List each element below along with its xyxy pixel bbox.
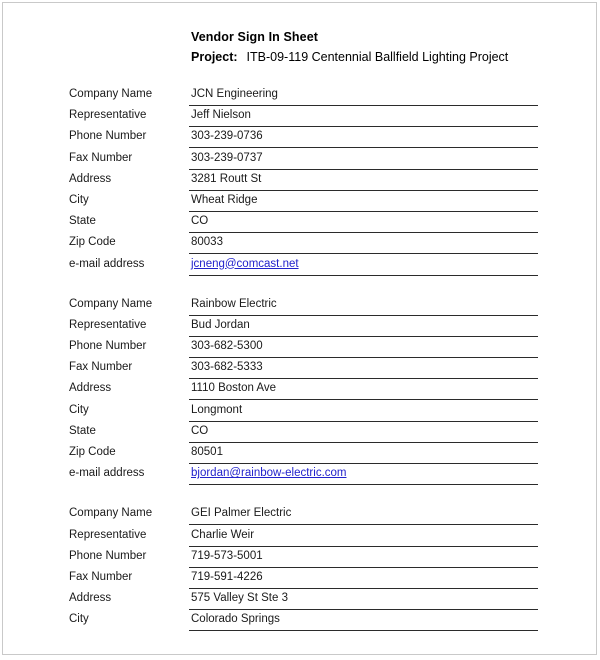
field-input-email-address[interactable] [189, 466, 538, 485]
field-label: Fax Number [69, 570, 133, 583]
field-value: Rainbow Electric [191, 297, 277, 310]
document-page [2, 2, 597, 655]
vendor-blocks [3, 87, 597, 634]
project-line [191, 49, 591, 65]
field-value: Charlie Weir [191, 528, 255, 541]
field-label: Zip Code [69, 236, 116, 249]
field-input-fax-number[interactable] [189, 151, 538, 170]
field-input-address[interactable] [189, 172, 538, 191]
field-label: Zip Code [69, 446, 116, 458]
field-input-company-name[interactable] [189, 87, 538, 106]
field-row-fax-number [3, 151, 597, 172]
field-input-zip-code[interactable] [189, 445, 538, 464]
field-row-representative [3, 528, 597, 549]
field-row-company-name [3, 297, 597, 318]
field-label: Representative [69, 528, 147, 541]
field-input-zip-code[interactable] [189, 235, 538, 254]
field-value: Jeff Nielson [191, 109, 251, 122]
field-row-address [3, 172, 597, 193]
field-value: Wheat Ridge [191, 193, 258, 206]
field-input-city[interactable] [189, 193, 538, 212]
field-row-fax-number [3, 360, 597, 381]
field-value: 719-591-4226 [191, 570, 263, 583]
field-label: City [69, 403, 89, 416]
field-row-fax-number [3, 570, 597, 591]
field-label: Phone Number [69, 340, 147, 353]
field-label: Fax Number [69, 361, 133, 374]
field-input-representative[interactable] [189, 108, 538, 127]
field-row-email-address [3, 466, 597, 487]
field-value: 719-573-5001 [191, 549, 263, 562]
field-input-address[interactable] [189, 591, 538, 610]
project-value: ITB-09-119 Centennial Ballfield Lighting Project [246, 50, 509, 64]
field-row-phone-number [3, 339, 597, 360]
field-input-state[interactable] [189, 214, 538, 233]
field-row-zip-code [3, 445, 597, 466]
field-input-state[interactable] [189, 424, 538, 443]
field-row-representative [3, 318, 597, 339]
email-link[interactable]: jcneng@comcast.net [191, 257, 299, 270]
field-label: Address [69, 382, 112, 395]
field-row-state [3, 214, 597, 235]
field-label: Address [69, 172, 112, 185]
sheet-header [191, 29, 591, 65]
field-row-representative [3, 108, 597, 129]
field-label: Phone Number [69, 549, 147, 562]
field-value: 303-682-5300 [191, 340, 263, 353]
field-label: Fax Number [69, 151, 133, 164]
project-label: Project: [191, 50, 238, 64]
field-value: 1110 Boston Ave [191, 382, 277, 395]
field-label: Representative [69, 109, 147, 122]
field-row-email-address [3, 257, 597, 278]
field-value: GEI Palmer Electric [191, 507, 292, 520]
field-label: Representative [69, 318, 147, 331]
field-value: 80033 [191, 236, 223, 249]
field-value: 3281 Routt St [191, 172, 262, 185]
email-link[interactable]: bjordan@rainbow-electric.com [191, 467, 347, 480]
field-input-fax-number[interactable] [189, 360, 538, 379]
field-row-city [3, 403, 597, 424]
field-value: CO [191, 215, 209, 228]
field-row-zip-code [3, 235, 597, 256]
field-value: CO [191, 424, 209, 437]
field-row-city [3, 612, 597, 633]
field-label: Company Name [69, 297, 153, 310]
field-input-representative[interactable] [189, 318, 538, 337]
field-value: Bud Jordan [191, 318, 250, 331]
field-label: City [69, 193, 89, 206]
field-value: 303-239-0736 [191, 130, 263, 143]
field-label: Company Name [69, 88, 153, 100]
field-row-phone-number [3, 129, 597, 150]
page-title: Vendor Sign In Sheet [191, 30, 319, 44]
field-label: State [69, 424, 96, 437]
field-row-state [3, 424, 597, 445]
field-row-address [3, 591, 597, 612]
field-input-address[interactable] [189, 381, 538, 400]
field-input-company-name[interactable] [189, 297, 538, 316]
field-label: City [69, 613, 89, 626]
field-value: 80501 [191, 446, 223, 458]
field-input-city[interactable] [189, 612, 538, 631]
vendor-block [3, 87, 597, 278]
vendor-block [3, 506, 597, 633]
field-row-address [3, 381, 597, 402]
field-input-email-address[interactable] [189, 257, 538, 276]
field-label: Phone Number [69, 130, 147, 143]
field-row-city [3, 193, 597, 214]
field-input-phone-number[interactable] [189, 339, 538, 358]
field-row-company-name [3, 506, 597, 527]
field-input-representative[interactable] [189, 528, 538, 547]
field-label: Address [69, 592, 112, 605]
field-input-city[interactable] [189, 403, 538, 422]
field-value: 303-682-5333 [191, 361, 263, 374]
vendor-block [3, 297, 597, 488]
field-row-phone-number [3, 549, 597, 570]
field-value: Longmont [191, 403, 243, 416]
field-value: 575 Valley St Ste 3 [191, 592, 288, 605]
field-row-company-name [3, 87, 597, 108]
field-label: State [69, 215, 96, 228]
field-value: 303-239-0737 [191, 151, 263, 164]
field-label: e-mail address [69, 467, 145, 480]
field-input-company-name[interactable] [189, 506, 538, 525]
field-input-phone-number[interactable] [189, 129, 538, 148]
field-value: Colorado Springs [191, 613, 280, 626]
field-input-fax-number[interactable] [189, 570, 538, 589]
field-input-phone-number[interactable] [189, 549, 538, 568]
field-label: Company Name [69, 507, 153, 520]
field-value: JCN Engineering [191, 88, 278, 100]
field-label: e-mail address [69, 257, 145, 270]
